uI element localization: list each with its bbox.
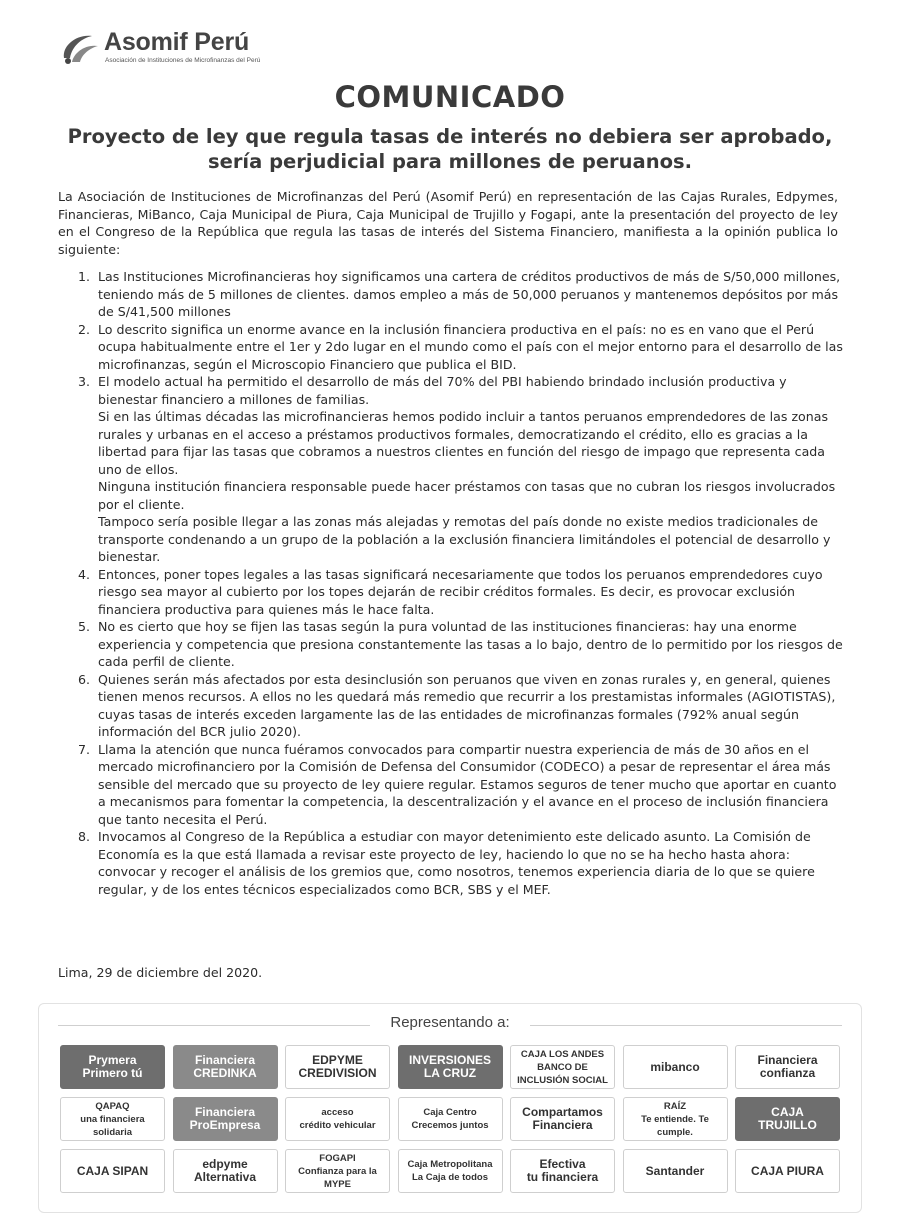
list-item-text: Entonces, poner topes legales a las tasas significará necesariamente que todos los peruanos emprendedores cuyo riesgo sea mayor al cubierto por los topes dejarán de recibir créditos formales. Es decir, es provocar exclusión financiera productiva para quienes más le hace falta. xyxy=(98,566,823,617)
member-logo-label: Financiera confianza xyxy=(757,1053,818,1080)
list-item xyxy=(78,373,848,566)
member-logo-label: CAJA PIURA xyxy=(751,1163,824,1178)
member-logo xyxy=(735,1149,840,1193)
member-logo-label: INVERSIONES LA CRUZ xyxy=(408,1053,492,1080)
member-logo xyxy=(60,1045,165,1089)
member-logo xyxy=(623,1097,728,1141)
member-logo xyxy=(735,1097,840,1141)
dateline: Lima, 29 de diciembre del 2020. xyxy=(58,965,263,980)
list-item-number: 1. xyxy=(78,269,91,284)
list-item xyxy=(78,566,848,619)
member-logo-label: RAÍZ Te entiende. Te cumple. xyxy=(641,1100,709,1138)
list-item-text: No es cierto que hoy se fijen las tasas según la pura voluntad de las instituciones financieras: hay una enorme experiencia y competencia que presiona constantemente las tasas a lo bajo, dentro de lo permitido por los riesgos de cada perfil de cliente. xyxy=(98,619,843,669)
member-logo-label: mibanco xyxy=(650,1059,700,1074)
list-item xyxy=(78,828,848,898)
list-item xyxy=(78,618,848,671)
list-item-text: Ninguna institución financiera responsable puede hacer préstamos con tasas que no cubran los riesgos involucrados por el cliente. xyxy=(98,479,836,512)
member-logo-label: CAJA LOS ANDES BANCO DE INCLUSIÓN SOCIAL xyxy=(517,1048,608,1086)
member-logo-label: Efectiva tu financiera xyxy=(526,1157,599,1184)
member-logo-label: Financiera CREDINKA xyxy=(193,1053,257,1080)
list-item xyxy=(78,671,848,741)
member-logo-label: Prymera Primero tú xyxy=(82,1053,143,1080)
intro-paragraph: La Asociación de Instituciones de Microfinanzas del Perú (Asomif Perú) en representación de las Cajas Rurales, Edpymes, Financieras, MiBanco, Caja Municipal de Piura, Caja Municipal de Trujillo y Fogapi, ante la presentación del proyecto de ley en el Congreso de la República que regula las tasas de interés del Sistema Financiero, manifiesta a la opinión publica lo siguiente: xyxy=(58,189,838,257)
list-item-text: Quienes serán más afectados por esta desinclusión son peruanos que viven en zonas rurales y, en general, quienes tienen menos recursos. A ellos no les quedará más remedio que recurrir a los prestamistas informales (AGIOTISTAS), cuyas tasas de interés exceden largamente las de las entidades de microfinanzas formales (792% anual según información del BCR julio 2020). xyxy=(98,671,836,739)
list-item-number: 8. xyxy=(78,829,91,844)
representing-title: Representando a: xyxy=(390,1014,510,1031)
member-logo xyxy=(398,1045,503,1089)
member-logo xyxy=(173,1097,278,1141)
list-item-number: 2. xyxy=(78,321,91,337)
numbered-list xyxy=(78,268,848,898)
list-item-number: 3. xyxy=(78,374,91,389)
logo-name: Asomif Perú xyxy=(104,28,250,56)
member-logo xyxy=(173,1045,278,1089)
list-item-number: 4. xyxy=(78,566,91,582)
page-subtitle: Proyecto de ley que regula tasas de interés no debiera ser aprobado, sería perjudicial para millones de peruanos. xyxy=(67,125,833,173)
member-logo xyxy=(398,1097,503,1141)
list-item-text: Lo descrito significa un enorme avance en la inclusión financiera productiva en el país: no es en vano que el Perú ocupa habitualmente entre el 1er y 2do lugar en el mundo como el país con el mejor entorno para el desarrollo de las microfinanzas, según el Microscopio Financiero que publica el BID. xyxy=(98,321,843,372)
member-logo xyxy=(735,1045,840,1089)
member-logo-label: FOGAPI Confianza para la MYPE xyxy=(298,1152,377,1190)
list-item-number: 7. xyxy=(78,741,91,757)
asomif-logo xyxy=(58,26,298,70)
member-logo-label: Caja Centro Crecemos juntos xyxy=(411,1107,489,1131)
logo-subtitle: Asociación de Instituciones de Microfinanzas del Perú xyxy=(105,57,261,64)
member-logo xyxy=(285,1097,390,1141)
list-item-text: Las Instituciones Microfinancieras hoy significamos una cartera de créditos productivos de más de S/50,000 millones, teniendo más de 5 millones de clientes. damos empleo a más de 50,000 peruanos y mantenemos depósitos por más de S/41,500 millones xyxy=(98,269,841,319)
list-item-number: 5. xyxy=(78,619,91,634)
member-logo-label: Caja Metropolitana La Caja de todos xyxy=(407,1159,493,1183)
member-logo-label: QAPAQ una financiera solidaria xyxy=(80,1100,145,1138)
list-item xyxy=(78,268,848,321)
member-logo-label: acceso crédito vehicular xyxy=(299,1107,376,1131)
member-logo-label: edpyme Alternativa xyxy=(193,1157,257,1184)
member-logo-label: CAJA SIPAN xyxy=(76,1163,149,1178)
list-item-text: El modelo actual ha permitido el desarrollo de más del 70% del PBI habiendo brindado inclusión productiva y bienestar financiero a millones de familias. xyxy=(98,374,787,407)
member-logo xyxy=(285,1149,390,1193)
list-item xyxy=(78,741,848,829)
member-logo-label: Santander xyxy=(645,1163,705,1178)
list-item-number: 6. xyxy=(78,671,91,687)
member-logo xyxy=(60,1097,165,1141)
member-logo xyxy=(510,1149,615,1193)
page-title: COMUNICADO xyxy=(334,80,566,114)
member-logo-label: Financiera ProEmpresa xyxy=(189,1105,261,1132)
list-item-text: Llama la atención que nunca fuéramos convocados para compartir nuestra experiencia de más de 30 años en el mercado microfinanciero por la Comisión de Defensa del Consumidor (CODECO) a pesar de representar el área más sensible del mercado que su proyecto de ley quiere regular. Estamos seguros de tener mucho que aportar en cuanto a mecanismos para fomentar la competencia, la descentralización y el avance en el proceso de inclusión financiera que tanto necesita el Perú. xyxy=(98,741,837,827)
member-logo xyxy=(510,1045,615,1089)
member-logo xyxy=(510,1097,615,1141)
member-logo-label: Compartamos Financiera xyxy=(522,1105,603,1132)
list-item-text: Tampoco sería posible llegar a las zonas más alejadas y remotas del país donde no existe medios tradicionales de transporte condenando a un grupo de la población a la exclusión financiera limitándoles el potencial de desarrollo y bienestar. xyxy=(98,514,831,564)
list-item-text: Invocamos al Congreso de la República a estudiar con mayor detenimiento este delicado asunto. La Comisión de Economía es la que está llamada a revisar este proyecto de ley, haciendo lo que no se ha hecho hasta ahora: convocar y recoger el análisis de los gremios que, como nosotros, tenemos experiencia diaria de lo que se quiere regular, y de los entes técnicos especializados como BCR, SBS y el MEF. xyxy=(98,829,815,897)
member-logo xyxy=(285,1045,390,1089)
member-logo-label: CAJA TRUJILLO xyxy=(758,1105,817,1132)
list-item-text: Si en las últimas décadas las microfinancieras hemos podido incluir a tantos peruanos emprendedores de las zonas rurales y urbanas en el acceso a préstamos productivos formales, democratizando el crédito, ello es gracias a la libertad para fijar las tasas que cobramos a nuestros clientes en función del riesgo de impago que representa cada uno de ellos. xyxy=(98,409,829,477)
member-logo xyxy=(173,1149,278,1193)
member-logo xyxy=(623,1045,728,1089)
list-item xyxy=(78,321,848,374)
member-logo xyxy=(623,1149,728,1193)
member-logo-label: EDPYME CREDIVISION xyxy=(298,1053,377,1080)
asomif-swirl-icon xyxy=(58,28,102,66)
member-logo xyxy=(60,1149,165,1193)
member-logo xyxy=(398,1149,503,1193)
